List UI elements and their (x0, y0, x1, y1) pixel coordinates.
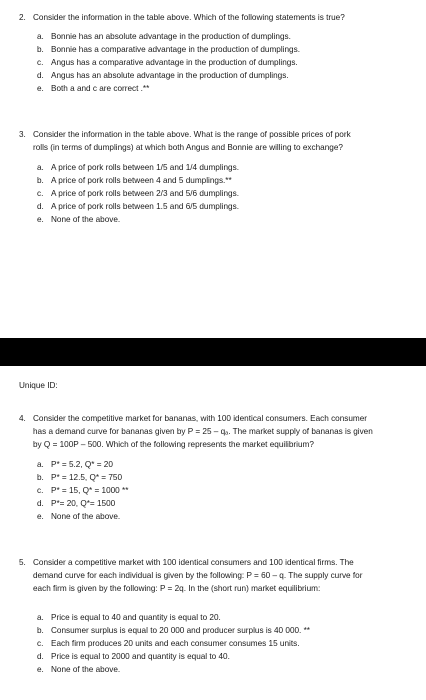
option-letter: d. (37, 202, 44, 211)
option-text: Price is equal to 40 and quantity is equal to 20. (51, 613, 221, 622)
option-letter: a. (37, 460, 44, 469)
option-letter: e. (37, 512, 44, 521)
question-stem-line-1: Consider the competitive market for bananas, with 100 identical consumers. Each consumer (33, 414, 368, 423)
question-stem-line-3: by Q = 100P – 500. Which of the following represents the market equilibrium? (33, 440, 314, 449)
question-stem-line-1: Consider the information in the table above. What is the range of possible prices of pork (33, 130, 351, 139)
option-text: Bonnie has an absolute advantage in the production of dumplings. (51, 32, 291, 41)
option-letter: b. (37, 473, 44, 482)
option-letter: c. (37, 486, 44, 495)
option-text: A price of pork rolls between 4 and 5 dumplings.** (51, 176, 232, 185)
option-text: None of the above. (51, 665, 121, 674)
option-text: A price of pork rolls between 2/3 and 5/6 dumplings. (51, 189, 239, 198)
option-letter: a. (37, 613, 44, 622)
option-letter: a. (37, 163, 44, 172)
option-letter: c. (37, 58, 44, 67)
page-divider (0, 338, 426, 366)
question-stem-line-3: each firm is given by the following: P = 2q. In the (short run) market equilibrium: (33, 584, 321, 593)
question-stem-line-2: has a demand curve for bananas given by P = 25 – qₐ. The market supply of bananas is given (33, 427, 373, 436)
option-text: P* = 15, Q* = 1000 ** (51, 486, 129, 495)
option-letter: b. (37, 45, 44, 54)
question-stem-line-1: Consider a competitive market with 100 identical consumers and 100 identical firms. The (33, 558, 354, 567)
option-letter: e. (37, 665, 44, 674)
option-text: Price is equal to 2000 and quantity is equal to 40. (51, 652, 230, 661)
unique-id-label: Unique ID: (19, 381, 58, 390)
option-text: Both a and c are correct .** (51, 84, 150, 93)
option-text: Each firm produces 20 units and each consumer consumes 15 units. (51, 639, 300, 648)
option-letter: b. (37, 176, 44, 185)
option-letter: d. (37, 652, 44, 661)
option-letter: e. (37, 215, 44, 224)
option-text: Bonnie has a comparative advantage in the production of dumplings. (51, 45, 300, 54)
option-text: Consumer surplus is equal to 20 000 and producer surplus is 40 000. ** (51, 626, 310, 635)
option-letter: d. (37, 71, 44, 80)
option-text: P*= 20, Q*= 1500 (51, 499, 116, 508)
option-text: P* = 5.2, Q* = 20 (51, 460, 113, 469)
option-text: P* = 12.5, Q* = 750 (51, 473, 123, 482)
option-text: Angus has a comparative advantage in the production of dumplings. (51, 58, 298, 67)
option-letter: b. (37, 626, 44, 635)
question-number: 4. (19, 414, 26, 423)
question-stem-line-2: rolls (in terms of dumplings) at which both Angus and Bonnie are willing to exchange? (33, 143, 343, 152)
option-text: A price of pork rolls between 1.5 and 6/5 dumplings. (51, 202, 239, 211)
question-number: 5. (19, 558, 26, 567)
option-letter: c. (37, 639, 44, 648)
question-stem: Consider the information in the table above. Which of the following statements is true? (33, 13, 345, 22)
option-text: None of the above. (51, 512, 121, 521)
option-text: Angus has an absolute advantage in the production of dumplings. (51, 71, 289, 80)
option-letter: a. (37, 32, 44, 41)
option-text: None of the above. (51, 215, 121, 224)
question-stem-line-2: demand curve for each individual is given by the following: P = 60 – q. The supply curve for (33, 571, 363, 580)
option-text: A price of pork rolls between 1/5 and 1/4 dumplings. (51, 163, 239, 172)
question-number: 2. (19, 13, 26, 22)
question-number: 3. (19, 130, 26, 139)
option-letter: e. (37, 84, 44, 93)
option-letter: c. (37, 189, 44, 198)
option-letter: d. (37, 499, 44, 508)
